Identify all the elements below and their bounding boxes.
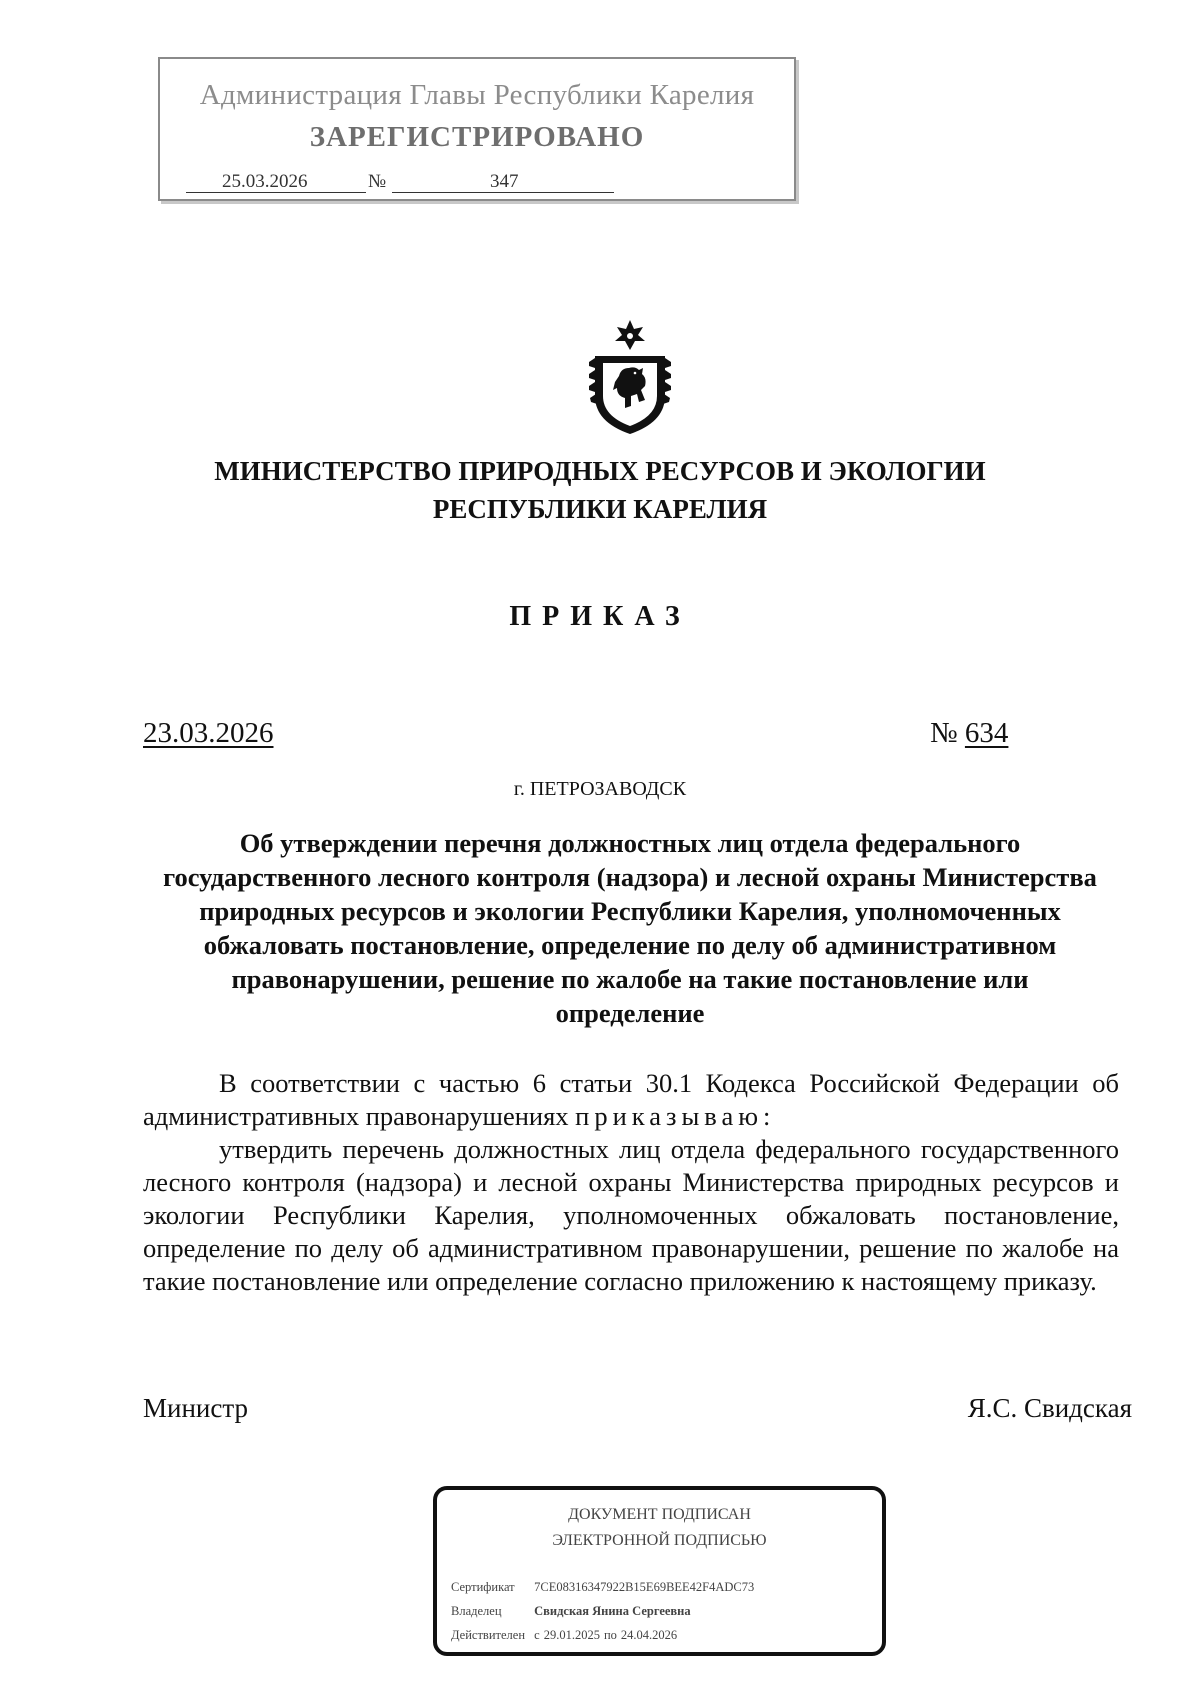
- esign-certificate-row: [451, 1580, 754, 1595]
- esign-certificate-label: Сертификат: [451, 1580, 515, 1594]
- order-number-value: 634: [964, 717, 1009, 749]
- esign-header-line1: ДОКУМЕНТ ПОДПИСАН: [568, 1506, 751, 1523]
- coat-of-arms-icon: [585, 318, 675, 436]
- body-paragraph-1: [143, 1067, 1119, 1133]
- esign-valid-to-word: по: [603, 1628, 617, 1642]
- esign-certificate-value: 7CE08316347922B15E69BEE42F4ADC73: [534, 1580, 755, 1594]
- esign-owner-value: Свидская Янина Сергеевна: [534, 1604, 691, 1618]
- registration-date: 25.03.2026: [186, 171, 366, 193]
- esign-validity-label: Действителен: [451, 1628, 526, 1642]
- esign-validity-row: [451, 1628, 681, 1643]
- esign-owner-row: [451, 1604, 691, 1619]
- signatory-name: Я.С. Свидская: [967, 1393, 1132, 1423]
- order-number: [930, 717, 1008, 750]
- esign-valid-from-word: с: [534, 1628, 540, 1642]
- order-body: [143, 1067, 1119, 1298]
- registration-number: 347: [392, 171, 614, 193]
- body-paragraph-1-text: В соответствии с частью 6 статьи 30.1 Кодекса Российской Федерации об административных правонарушениях: [143, 1068, 1119, 1131]
- order-date: 23.03.2026: [143, 717, 274, 749]
- registration-stamp: [158, 57, 796, 201]
- esign-valid-from: 29.01.2025: [543, 1628, 600, 1642]
- registration-stamp-title: ЗАРЕГИСТРИРОВАНО: [309, 121, 645, 153]
- esign-header-line2: ЭЛЕКТРОННОЙ ПОДПИСЬЮ: [552, 1532, 767, 1549]
- esign-validity-value: [534, 1628, 681, 1643]
- esign-owner-label: Владелец: [451, 1604, 502, 1618]
- ministry-title: [0, 452, 1200, 528]
- registration-number-sign: №: [368, 171, 387, 192]
- signatory-role: Министр: [143, 1393, 248, 1423]
- esign-header: [437, 1502, 882, 1554]
- ministry-title-line1: МИНИСТЕРСТВО ПРИРОДНЫХ РЕСУРСОВ И ЭКОЛОГИИ: [214, 456, 986, 486]
- city: г. ПЕТРОЗАВОДСК: [513, 778, 687, 800]
- body-paragraph-1-order-word: приказываю:: [575, 1101, 776, 1131]
- star-icon: [615, 320, 645, 350]
- order-number-sign: №: [930, 717, 958, 749]
- ministry-title-line2: РЕСПУБЛИКИ КАРЕЛИЯ: [432, 494, 768, 524]
- esign-valid-to: 24.04.2026: [620, 1628, 678, 1642]
- electronic-signature-stamp: [433, 1486, 886, 1656]
- document-type: ПРИКАЗ: [509, 601, 691, 632]
- registration-stamp-organization: Администрация Главы Республики Карелия: [199, 79, 755, 111]
- order-subject: Об утверждении перечня должностных лиц отдела федерального государственного лесного контроля (надзора) и лесной охраны Министерства природных ресурсов и экологии Республики Карелия, уполномоченных обжаловать постановление, определение по делу об административном правонарушении, решение по жалобе на такие постановление или определение: [163, 828, 1097, 1028]
- body-paragraph-2: утвердить перечень должностных лиц отдела федерального государственного лесного контроля (надзора) и лесной охраны Министерства природных ресурсов и экологии Республики Карелия, уполномоченных обжаловать постановление, определение по делу об административном правонарушении, решение по жалобе на такие постановление или определение согласно приложению к настоящему приказу.: [143, 1134, 1119, 1296]
